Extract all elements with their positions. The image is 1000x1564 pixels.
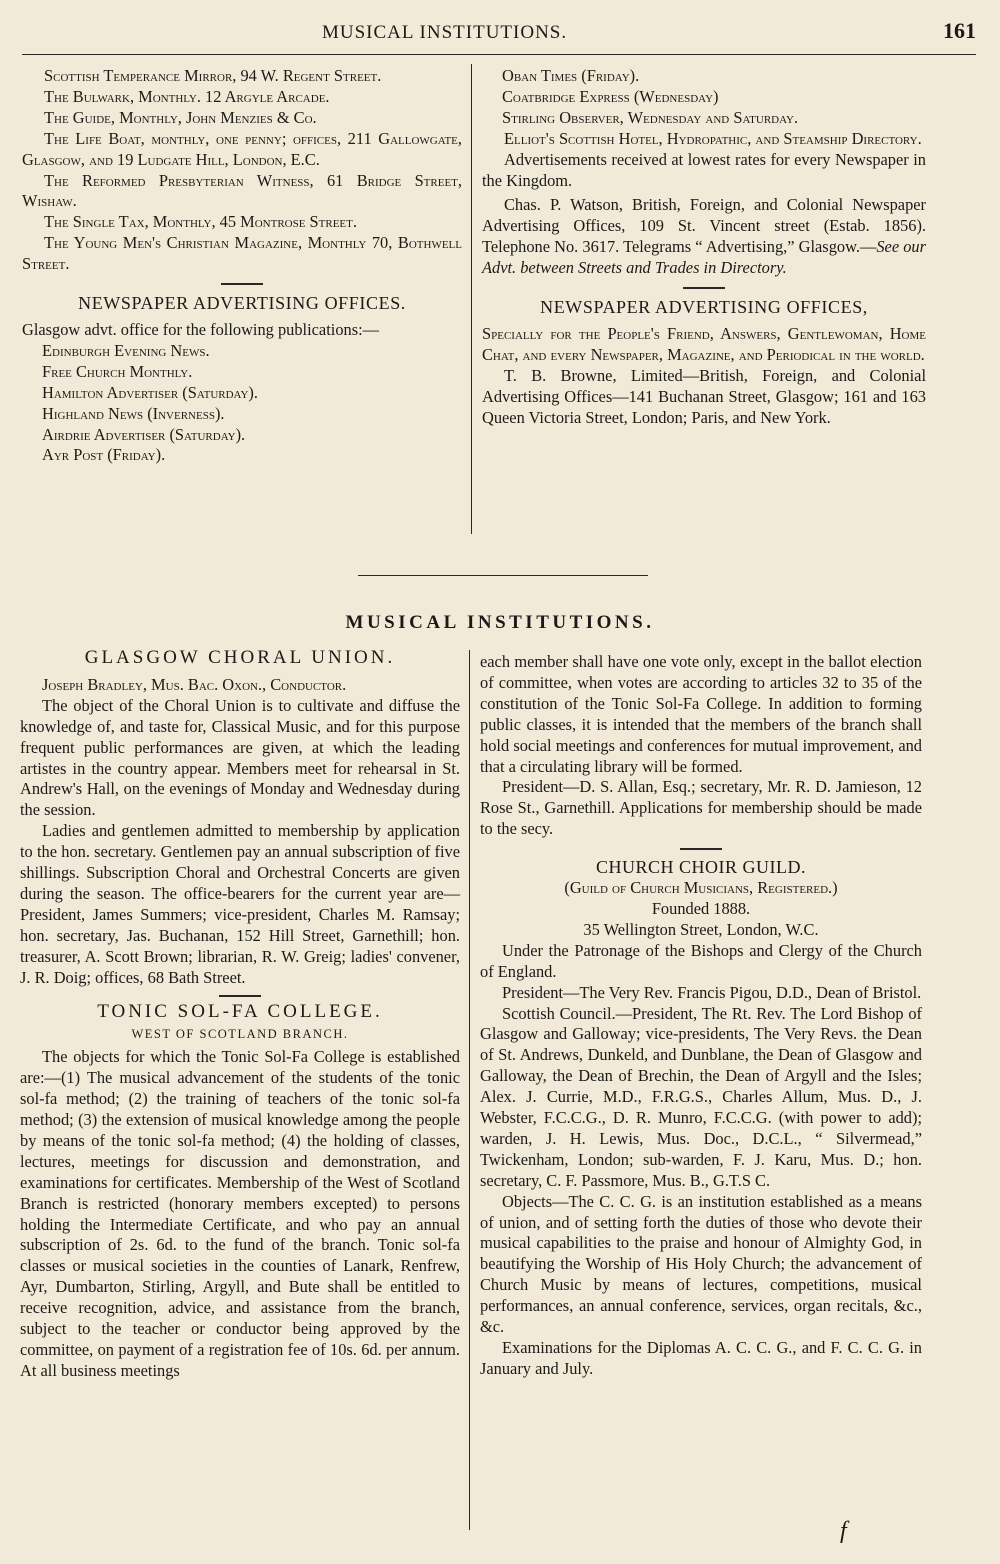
institution-subheading: WEST OF SCOTLAND BRANCH.	[131, 1027, 349, 1042]
bottom-right-column	[480, 652, 922, 1380]
institution-heading: GLASGOW CHORAL UNION.	[84, 647, 396, 668]
column-divider	[471, 64, 472, 534]
publication-entry: The Life Boat, monthly, one penny; offices, 211 Gallowgate, Glasgow, and 19 Ludgate Hill, London, E.C.	[22, 128, 462, 169]
section-intro: Glasgow advt. office for the following publications:—	[22, 319, 380, 339]
running-title: MUSICAL INSTITUTIONS.	[322, 22, 568, 43]
paragraph: Examinations for the Diplomas A. C. C. G., and F. C. C. G. in January and July.	[480, 1338, 922, 1378]
publication-entry: The Reformed Presbyterian Witness, 61 Bridge Street, Wishaw.	[22, 170, 462, 211]
watson-text: Chas. P. Watson, British, Foreign, and Colonial Newspaper Advertising Offices, 109 St. Vincent street (Estab. 1856). Telephone No. 3617. Telegrams “ Advertising,” Glasgow.—	[482, 195, 926, 257]
paragraph: President—D. S. Allan, Esq.; secretary, Mr. R. D. Jamieson, 12 Rose St., Garnethill. Applications for membership should be made to the secy.	[480, 777, 922, 839]
publication-entry: The Bulwark, Monthly. 12 Argyle Arcade.	[44, 86, 330, 106]
paragraph: The object of the Choral Union is to cultivate and diffuse the knowledge of, and taste for, Classical Music, and for this purpose frequent public performances are given, at which the leading artistes in the country appear. Members meet for rehearsal in St. Andrew's Hall, on the evenings of Monday and Wednesday during the session.	[20, 695, 460, 820]
publication-entry: The Young Men's Christian Magazine, Monthly 70, Bothwell Street.	[22, 233, 462, 274]
publication-item: Highland News (Inverness).	[42, 403, 225, 423]
running-header	[22, 20, 976, 55]
browne-text: T. B. Browne, Limited—British, Foreign, and Colonial Advertising Offices—141 Buchanan Street, Glasgow; 161 and 163 Queen Victoria Street, London; Paris, and New York.	[482, 365, 926, 427]
publication-entry: The Guide, Monthly, John Menzies & Co.	[44, 107, 317, 127]
publication-item: Coatbridge Express (Wednesday)	[502, 86, 719, 106]
publication-item: Hamilton Advertiser (Saturday).	[42, 382, 258, 402]
section-divider	[680, 848, 722, 850]
address-line: 35 Wellington Street, London, W.C.	[583, 919, 819, 939]
page-number: 161	[943, 18, 976, 43]
section-divider	[221, 283, 263, 285]
section-divider	[219, 995, 261, 997]
paragraph: Scottish Council.—President, The Rt. Rev. The Lord Bishop of Glasgow and Galloway; vice-presidents, The Very Revs. the Dean of St. Andrews, Dunkeld, and Dunblane, the Dean of Glasgow and Galloway, the Dean of Brechin, the Dean of Argyll and the Isles; Alex. J. Currie, M.D., F.R.G.S., Charles Allum, Mus. D., J. Webster, F.C.C.G., D. R. Munro, F.C.C.G. (with power to add); warden, J. H. Lewis, Mus. Doc., D.C.L., “ Silvermead,” Twickenham, London; sub-warden, F. J. Karu, Mus. D.; hon. secretary, C. F. Passmore, Mus. B., G.T.S C.	[480, 1003, 922, 1190]
conductor-line: Joseph Bradley, Mus. Bac. Oxon., Conductor.	[42, 674, 347, 694]
institution-heading: CHURCH CHOIR GUILD.	[595, 857, 806, 878]
main-heading: MUSICAL INSTITUTIONS.	[345, 612, 655, 633]
founded-line: Founded 1888.	[651, 898, 751, 918]
publication-item: Free Church Monthly.	[42, 361, 193, 381]
paragraph: President—The Very Rev. Francis Pigou, D.D., Dean of Bristol.	[502, 982, 922, 1002]
publication-item: Airdrie Advertiser (Saturday).	[42, 424, 246, 444]
section-divider	[358, 575, 648, 576]
top-right-column	[482, 66, 926, 429]
section-heading: NEWSPAPER ADVERTISING OFFICES,	[540, 297, 868, 318]
top-left-column	[22, 66, 462, 466]
publication-item: Edinburgh Evening News.	[42, 340, 210, 360]
publication-item: Oban Times (Friday).	[502, 66, 640, 85]
section-divider	[683, 287, 725, 289]
paragraph: each member shall have one vote only, except in the ballot election of committee, when votes are according to articles 32 to 35 of the constitution of the Tonic Sol-Fa College. In addition to forming public classes, it is intended that the members of the branch shall hold social meetings and conferences for mutual improvement, and that a circulating library will be formed.	[480, 652, 922, 776]
browne-intro: Specially for the People's Friend, Answers, Gentlewoman, Home Chat, and every Newspaper, Magazine, and Periodical in the world.	[482, 323, 926, 364]
paragraph: Objects—The C. C. G. is an institution established as a means of union, and of setting forth the duties of those who devote their musical capabilities to the praise and honour of Almighty God, in beautifying the Worship of His Holy Church; the advancement of Church Music by means of lectures, competitions, musical performances, an annual conference, services, organ recitals, &c., &c.	[480, 1191, 922, 1337]
watson-italic: See our Advt. between Streets and Trades in Directory.	[482, 237, 926, 278]
watson-advert	[482, 195, 926, 279]
paragraph: Under the Patronage of the Bishops and Clergy of the Church of England.	[480, 940, 922, 981]
bottom-left-column	[20, 648, 460, 1382]
publication-item: Elliot's Scottish Hotel, Hydropathic, and Steamship Directory.	[504, 128, 922, 148]
ads-note: Advertisements received at lowest rates for every Newspaper in the Kingdom.	[482, 149, 926, 190]
publication-item: Ayr Post (Friday).	[42, 445, 166, 465]
institution-heading: TONIC SOL-FA COLLEGE.	[97, 1000, 383, 1022]
publication-item: Stirling Observer, Wednesday and Saturday.	[502, 107, 799, 127]
section-heading: NEWSPAPER ADVERTISING OFFICES.	[78, 293, 406, 314]
signature-mark: f	[840, 1518, 847, 1544]
paragraph: Ladies and gentlemen admitted to membership by application to the hon. secretary. Gentlemen pay an annual subscription of five shillings. Subscription Choral and Orchestral Concerts are given during the season. The office-bearers for the current year are—President, James Summers; vice-president, Charles M. Ramsay; hon. secretary, Jas. Buchanan, 152 Hill Street, Garnethill; hon. treasurer, A. Scott Brown; librarian, R. W. Greig; ladies' convener, J. R. Doig; offices, 68 Bath Street.	[20, 821, 460, 987]
paragraph: The objects for which the Tonic Sol-Fa College is established are:—(1) The musical advancement of the students of the tonic sol-fa method; (2) the training of teachers of the tonic sol-fa method; (3) the extension of musical knowledge among the people by means of the tonic sol-fa method; (4) the holding of classes, lectures, meetings for discussion and demonstration, and examinations for certificates. Membership of the West of Scotland Branch is restricted (honorary members excepted) to persons holding the Intermediate Certificate, and who pay an annual subscription of 2s. 6d. to the fund of the branch. Tonic sol-fa classes or musical societies in the counties of Lanark, Renfrew, Ayr, Dumbarton, Stirling, Argyll, and Bute shall be entitled to receive recognition, advice, and assistance from the branch, subject to the teacher or conductor being approved by the committee, on payment of a registration fee of 10s. 6d. per annum. At all business meetings	[20, 1047, 460, 1380]
column-divider	[469, 650, 470, 1530]
institution-subheading: (Guild of Church Musicians, Registered.)	[564, 878, 838, 898]
publication-entry: Scottish Temperance Mirror, 94 W. Regent Street.	[44, 66, 382, 85]
publication-entry: The Single Tax, Monthly, 45 Montrose Street.	[44, 212, 357, 232]
